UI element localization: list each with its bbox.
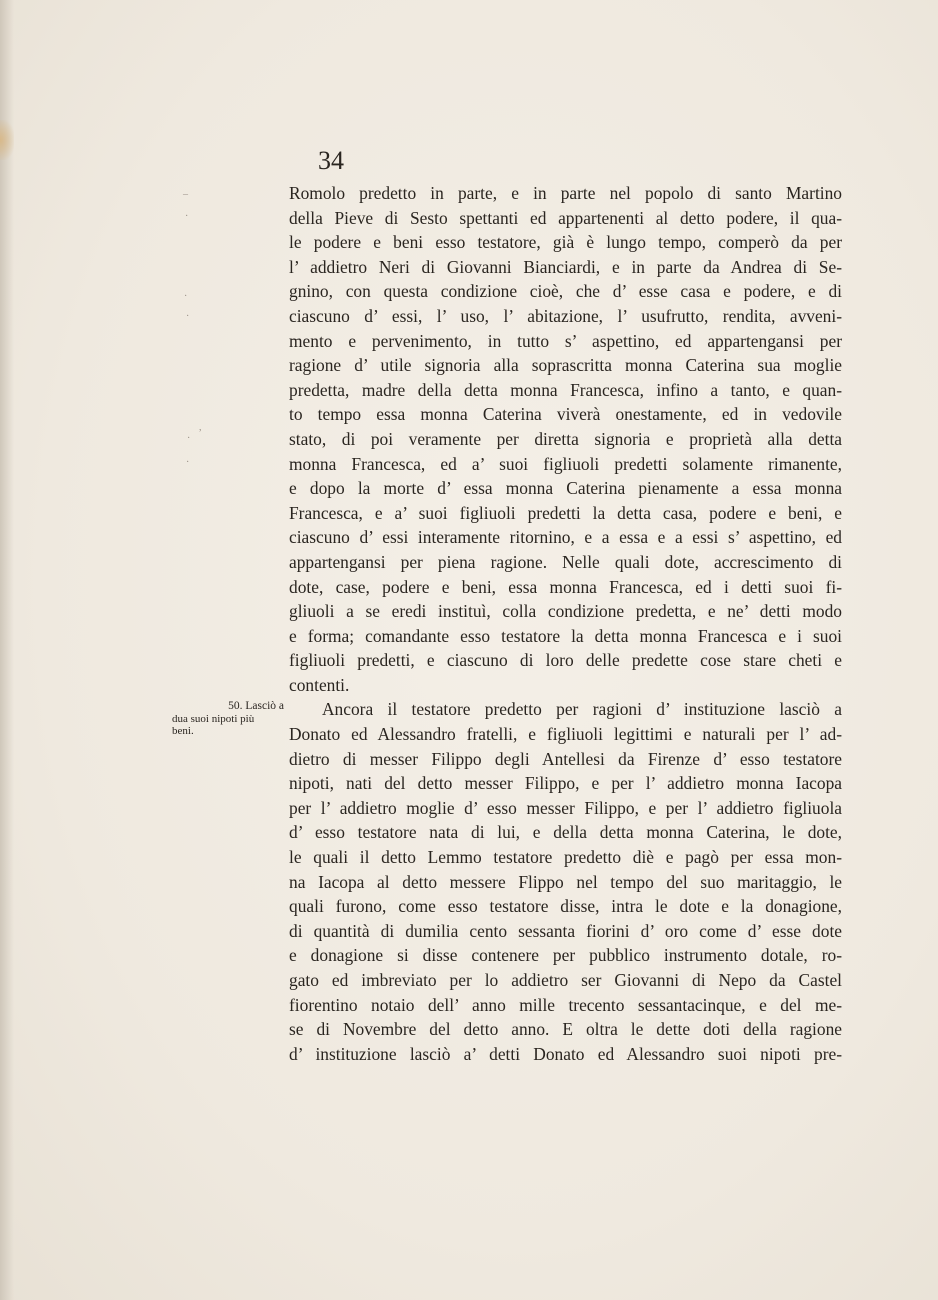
text-line: mento e pervenimento, in tutto s’ aspettino, ed appartengansi per — [289, 330, 842, 351]
text-line: monna Francesca, ed a’ suoi figliuoli predetti solamente rimanente, — [289, 453, 842, 474]
gutter-shadow — [0, 0, 14, 1300]
text-line: le quali il detto Lemmo testatore predetto diè e pagò per essa mon- — [289, 847, 842, 868]
marginal-note-line: 50. Lasciò a — [228, 700, 284, 712]
text-line: d’ esso testatore nata di lui, e della detta monna Caterina, le dote, — [289, 822, 842, 843]
text-line: di quantità di dumilia cento sessanta fiorini d’ oro come d’ esse dote — [289, 920, 842, 941]
text-line: fiorentino notaio dell’ anno mille trecento sessantacinque, e del me- — [289, 994, 842, 1015]
text-line: gliuoli a se eredi instituì, colla condizione predetta, e ne’ detti modo — [289, 601, 842, 622]
text-line: della Pieve di Sesto spettanti ed appartenenti al detto podere, il qua- — [289, 207, 842, 228]
marginal-note — [172, 700, 284, 738]
paragraph-first-line: Ancora il testatore predetto per ragioni d’ instituzione lasciò a — [322, 699, 842, 720]
paragraph-last-line: contenti. — [289, 674, 350, 695]
text-line: gnino, con questa condizione cioè, che d’ esse casa e podere, e di — [289, 281, 842, 302]
text-line: Donato ed Alessandro fratelli, e figliuoli legittimi e naturali per l’ ad- — [289, 724, 842, 745]
page-number: 34 — [318, 146, 344, 175]
paper-stain — [0, 120, 14, 160]
text-line: predetta, madre della detta monna Francesca, infino a tanto, e quan- — [289, 379, 842, 400]
text-line: per l’ addietro moglie d’ esso messer Filippo, e per l’ addietro figliuola — [289, 797, 842, 818]
text-line: figliuoli predetti, e ciascuno di loro delle predette cose stare cheti e — [289, 650, 842, 671]
text-line: na Iacopa al detto messere Flippo nel tempo del suo maritaggio, le — [289, 871, 842, 892]
marginal-note-line: dua suoi nipoti più — [172, 712, 255, 725]
text-line: to tempo essa monna Caterina viverà onestamente, ed in vedovile — [289, 404, 842, 425]
text-line: stato, di poi veramente per diretta signoria e proprietà alla detta — [289, 428, 842, 449]
text-line: dote, case, podere e beni, essa monna Francesca, ed i detti suoi fi- — [289, 576, 842, 597]
text-line: l’ addietro Neri di Giovanni Bianciardi, e in parte da Andrea di Se- — [289, 256, 842, 277]
text-line: nipoti, nati del detto messer Filippo, e per l’ addietro monna Iacopa — [289, 773, 842, 794]
text-line: e dopo la morte d’ essa monna Caterina pienamente a essa monna — [289, 478, 842, 499]
text-line: le podere e beni esso testatore, già è lungo tempo, comperò da per — [289, 232, 842, 253]
text-line: e donagione si disse contenere per pubblico instrumento dotale, ro- — [289, 945, 842, 966]
text-line: d’ instituzione lasciò a’ detti Donato ed Alessandro suoi nipoti pre- — [289, 1043, 842, 1064]
text-line: gato ed imbreviato per lo addietro ser Giovanni di Nepo da Castel — [289, 970, 842, 990]
text-line: Francesca, e a’ suoi figliuoli predetti la detta casa, podere e beni, e — [289, 502, 842, 523]
text-line: appartengansi per piena ragione. Nelle quali dote, accrescimento di — [289, 551, 842, 572]
text-line: quali furono, come esso testatore disse, intra le dote e la donagione, — [289, 896, 842, 917]
body-text — [289, 181, 842, 1066]
text-line: se di Novembre del detto anno. E oltra le dette doti della ragione — [289, 1019, 842, 1040]
text-line: ragione d’ utile signoria alla soprascritta monna Caterina sua moglie — [289, 355, 842, 376]
text-line: ciascuno d’ essi, l’ uso, l’ abitazione, l’ usufrutto, rendita, avveni- — [289, 305, 842, 326]
text-line: e forma; comandante esso testatore la detta monna Francesca e i suoi — [289, 625, 842, 646]
text-line: dietro di messer Filippo degli Antellesi da Firenze d’ esso testatore — [289, 748, 842, 769]
text-line: ciascuno d’ essi interamente ritornino, e a essa e a essi s’ aspettino, ed — [289, 527, 842, 548]
marginal-note-line: beni. — [172, 725, 194, 737]
book-page: – · · · , · · 34 Romolo predetto in parte, e in parte nel popolo di santo Martino della Pieve di Sesto spettanti ed appartenenti al detto podere, il qua- le podere e beni esso testatore, già è lungo tempo, comperò da per l’ addietro Neri di Giovanni Bianciardi, e in parte da Andrea di Se- gnino, con questa condizione cioè, che d’ esse casa e podere, e di ciascuno d’ essi, l’ uso, l’ abitazione, l’ usufrutto, rendita, avveni- mento e pervenimento, in tutto s’ aspettino, ed appartengansi per ragione d’ utile signoria alla soprascritta monna Caterina sua moglie predetta, madre della detta monna Francesca, infino a tanto, e quan- to tempo essa monna Caterina viverà onestamente, ed in vedovile stato, di poi veramente per diretta signoria e proprietà alla detta monna Francesca, ed a’ suoi figliuoli predetti solamente rimanente, e dopo la morte d’ essa monna Caterina pienamente a essa monna Francesca, e a’ suoi figliuoli predetti la detta casa, podere e beni, e ciascuno d’ essi interamente ritornino, e a essa e a essi s’ aspettino, ed appartengansi per piena ragione. Nelle quali dote, accrescimento di dote, case, podere e beni, essa monna Francesca, ed i detti suoi fi- gliuoli a se eredi instituì, colla condizione predetta, e ne’ detti modo e forma; comandante esso testatore la detta monna Francesca e i suoi figliuoli predetti, e ciascuno di loro delle predette cose stare cheti e contenti. Ancora il testatore predetto per ragioni d’ instituzione lasciò a Donato ed Alessandro fratelli, e figliuoli legittimi e naturali per l’ ad- dietro di messer Filippo degli Antellesi da Firenze d’ esso testatore nipoti, nati del detto messer Filippo, e per l’ addietro monna Iacopa per l’ addietro moglie d’ esso messer Filippo, e per l’ addietro figliuola d’ esso testatore nata di lui, e della detta monna Caterina, le dote, le quali il detto Lemmo testatore predetto diè e pagò per essa mon- na Iacopa al detto messere Flippo nel tempo del suo maritaggio, le quali furono, come esso testatore disse, intra le dote e la donagione, di quantità di dumilia cento sessanta fiorini d’ oro come d’ esse dote e donagione si disse contenere per pubblico instrumento dotale, ro- gato ed imbreviato per lo addietro ser Giovanni di Nepo da Castel fiorentino notaio dell’ anno mille trecento sessantacinque, e del me- se di Novembre del detto anno. E oltra le dette doti della ragione d’ instituzione lasciò a’ detti Donato ed Alessandro suoi nipoti pre- 50. Lasciò a dua suoi nipoti più beni. — [0, 0, 938, 1300]
text-line: Romolo predetto in parte, e in parte nel popolo di santo Martino — [289, 183, 842, 203]
